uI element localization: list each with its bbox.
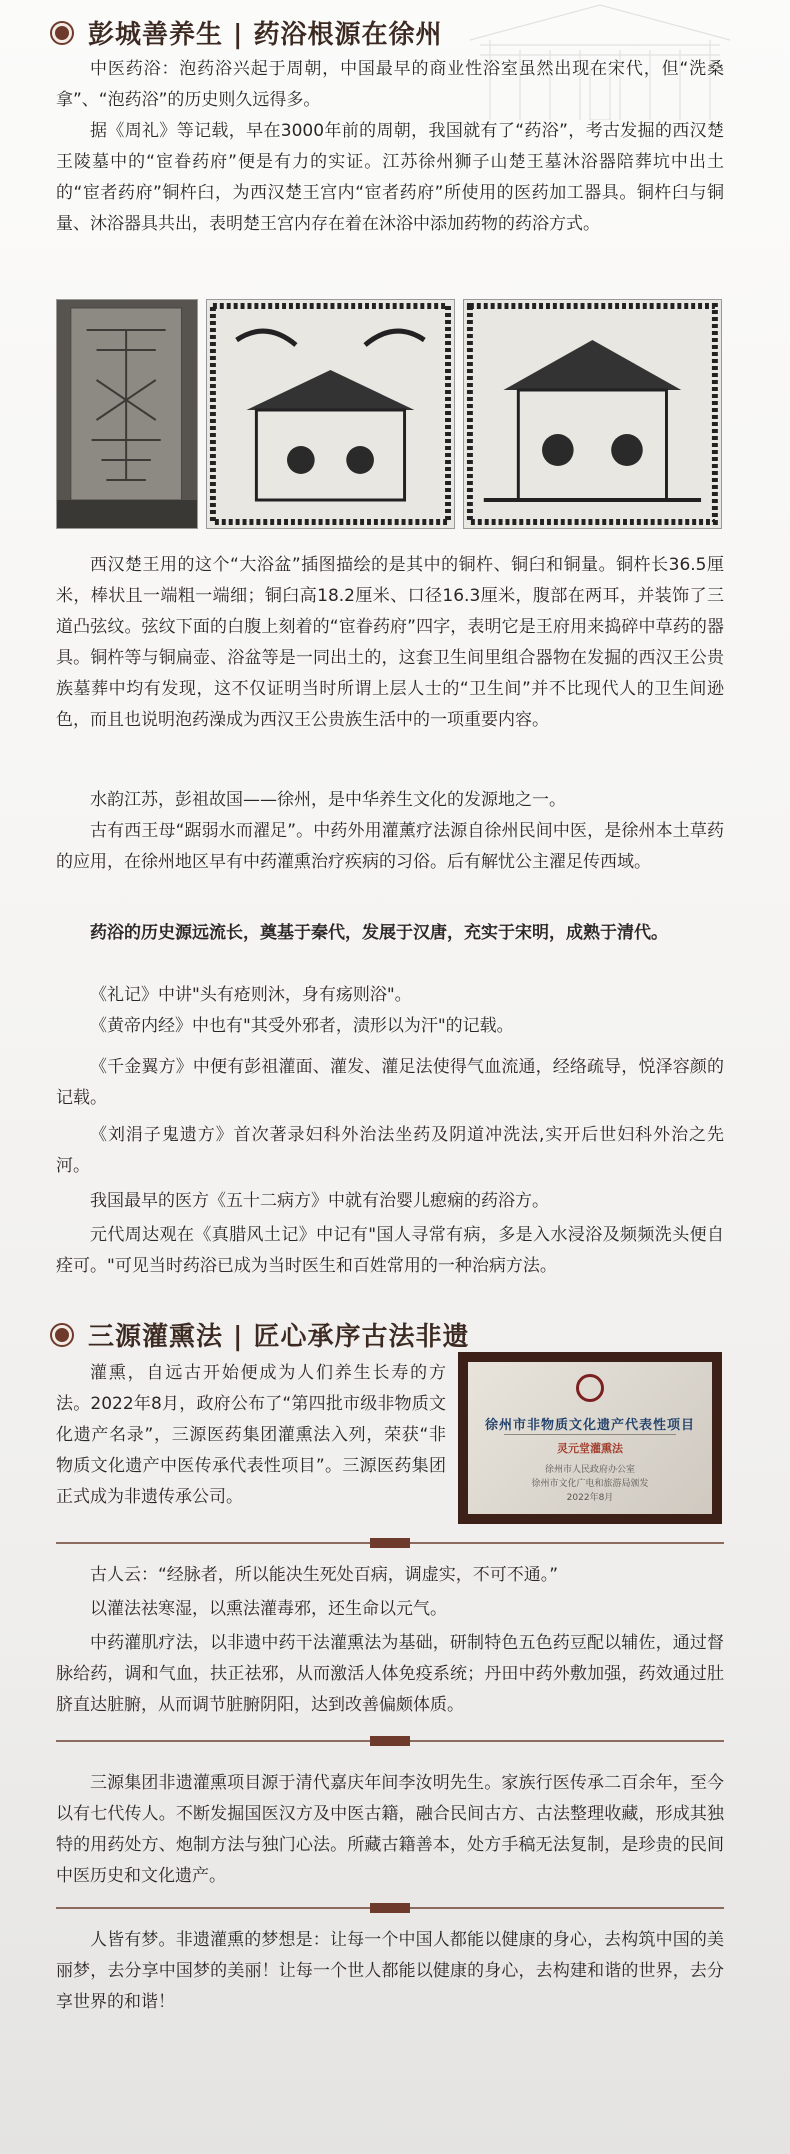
heading-bullet-icon (52, 1325, 72, 1345)
paragraph: 据《周礼》等记载，早在3000年前的周朝，我国就有了“药浴”，考古发掘的西汉楚王陵墓中的“宦眷药府”便是有力的实证。江苏徐州狮子山楚王墓沐浴器陪葬坑中出土的“宦者药府”铜杵臼，为西汉楚王宫内“宦者药府”所使用的医药加工器具。铜杵臼与铜量、沐浴器具共出，表明楚王宫内存在着在沐浴中添加药物的药浴方式。 (56, 121, 724, 234)
certificate-item-name: 灵元堂灌熏法 (557, 1442, 623, 1455)
certificate-face (468, 1362, 712, 1514)
artifact-photos (56, 299, 722, 527)
paragraph: 灌熏，自远古开始便成为人们养生长寿的方法。2022年8月，政府公布了“第四批市级非物质文化遗产名录”，三源医药集团灌熏法入列，荣获“非物质文化遗产中医传承代表性项目”。三源医药集团正式成为非遗传承公司。 (56, 1363, 446, 1507)
section-2-heading (52, 1316, 470, 1353)
paragraph: 古有西王母“踞弱水而濯足”。中药外用灌薰疗法源自徐州民间中医，是徐州本土草药的应用，在徐州地区早有中药灌熏治疗疾病的习俗。后有解忧公主濯足传西域。 (56, 821, 724, 872)
section-divider (56, 1907, 724, 1909)
paragraph: 中药灌肌疗法，以非遗中药干法灌熏法为基础，研制特色五色药豆配以辅佐，通过督脉给药，调和气血，扶正祛邪，从而激活人体免疫系统；丹田中药外敷加强，药效通过肚脐直达脏腑，从而调节脏腑阴阳，达到改善偏颇体质。 (56, 1633, 724, 1715)
stone-rubbing-photo-1 (206, 299, 455, 529)
certificate-emblem-icon (576, 1374, 604, 1402)
stone-rubbing-photo-2 (463, 299, 722, 529)
paragraph: 《刘涓子鬼遗方》首次著录妇科外治法坐药及阴道冲洗法,实开后世妇科外治之先河。 (56, 1125, 724, 1176)
certificate-issuer-2: 徐州市文化广电和旅游局颁发 (531, 1479, 649, 1489)
heritage-certificate-plaque (458, 1352, 722, 1524)
paragraph-emphasis: 药浴的历史源远流长，奠基于秦代，发展于汉唐，充实于宋明，成熟于清代。 (90, 923, 668, 943)
divider-knob (370, 1538, 410, 1548)
divider-knob (370, 1903, 410, 1913)
section-2-title: 三源灌熏法 | 匠心承序古法非遗 (88, 1322, 470, 1352)
section-1-title: 彭城善养生 | 药浴根源在徐州 (88, 20, 443, 50)
paragraph: 《千金翼方》中便有彭祖灌面、灌发、灌足法使得气血流通，经络疏导，悦泽容颜的记载。 (56, 1057, 724, 1108)
certificate-date: 2022年8月 (566, 1493, 614, 1503)
stone-stele-photo (56, 299, 198, 529)
certificate-title: 徐州市非物质文化遗产代表性项目 (484, 1418, 695, 1433)
paragraph: 西汉楚王用的这个“大浴盆”插图描绘的是其中的铜杵、铜臼和铜量。铜杵长36.5厘米，棒状且一端粗一端细；铜臼高18.2厘米、口径16.3厘米，腹部在两耳，并装饰了三道凸弦纹。弦纹下面的白腹上刻着的“宦眷药府”四字，表明它是王府用来捣碎中草药的器具。铜杵等与铜扁壶、浴盆等是一同出土的，这套卫生间里组合器物在发掘的西汉王公贵族墓葬中均有发现，这不仅证明当时所谓上层人士的“卫生间”并不比现代人的卫生间逊色，而且也说明泡药澡成为西汉王公贵族生活中的一项重要内容。 (56, 555, 724, 730)
paragraph: 《礼记》中讲"头有疮则沐，身有疡则浴"。 (90, 985, 412, 1005)
paragraph: 水韵江苏，彭祖故国——徐州，是中华养生文化的发源地之一。 (90, 790, 566, 810)
paragraph: 古人云：“经脉者，所以能决生死处百病，调虚实，不可不通。” (90, 1565, 559, 1585)
section-1-heading (52, 14, 443, 51)
section-divider (56, 1542, 724, 1544)
divider-knob (370, 1736, 410, 1746)
paragraph: 以灌法祛寒湿，以熏法灌毒邪，还生命以元气。 (90, 1599, 447, 1619)
paragraph: 《黄帝内经》中也有"其受外邪者，渍形以为汗"的记载。 (90, 1016, 514, 1036)
certificate-issuer-1: 徐州市人民政府办公室 (544, 1465, 635, 1475)
paragraph: 我国最早的医方《五十二病方》中就有治婴儿瘛痫的药浴方。 (90, 1191, 549, 1211)
paragraph: 元代周达观在《真腊风土记》中记有"国人寻常有病，多是入水浸浴及频频洗头便自痊可。"可见当时药浴已成为当时医生和百姓常用的一种治病方法。 (56, 1225, 724, 1276)
heading-bullet-icon (52, 23, 72, 43)
section-divider (56, 1740, 724, 1742)
paragraph: 中医药浴：泡药浴兴起于周朝，中国最早的商业性浴室虽然出现在宋代，但“洗桑拿”、“泡药浴”的历史则久远得多。 (56, 59, 724, 110)
paragraph: 人皆有梦。非遗灌熏的梦想是：让每一个中国人都能以健康的身心，去构筑中国的美丽梦，去分享中国梦的美丽！让每一个世人都能以健康的身心，去构建和谐的世界，去分享世界的和谐！ (56, 1930, 724, 2012)
paragraph: 三源集团非遗灌熏项目源于清代嘉庆年间李汝明先生。家族行医传承二百余年，至今以有七代传人。不断发掘国医汉方及中医古籍，融合民间古方、古法整理收藏，形成其独特的用药处方、炮制方法与独门心法。所藏古籍善本，处方手稿无法复制，是珍贵的民间中医历史和文化遗产。 (56, 1773, 724, 1886)
certificate-divider (504, 1434, 676, 1435)
